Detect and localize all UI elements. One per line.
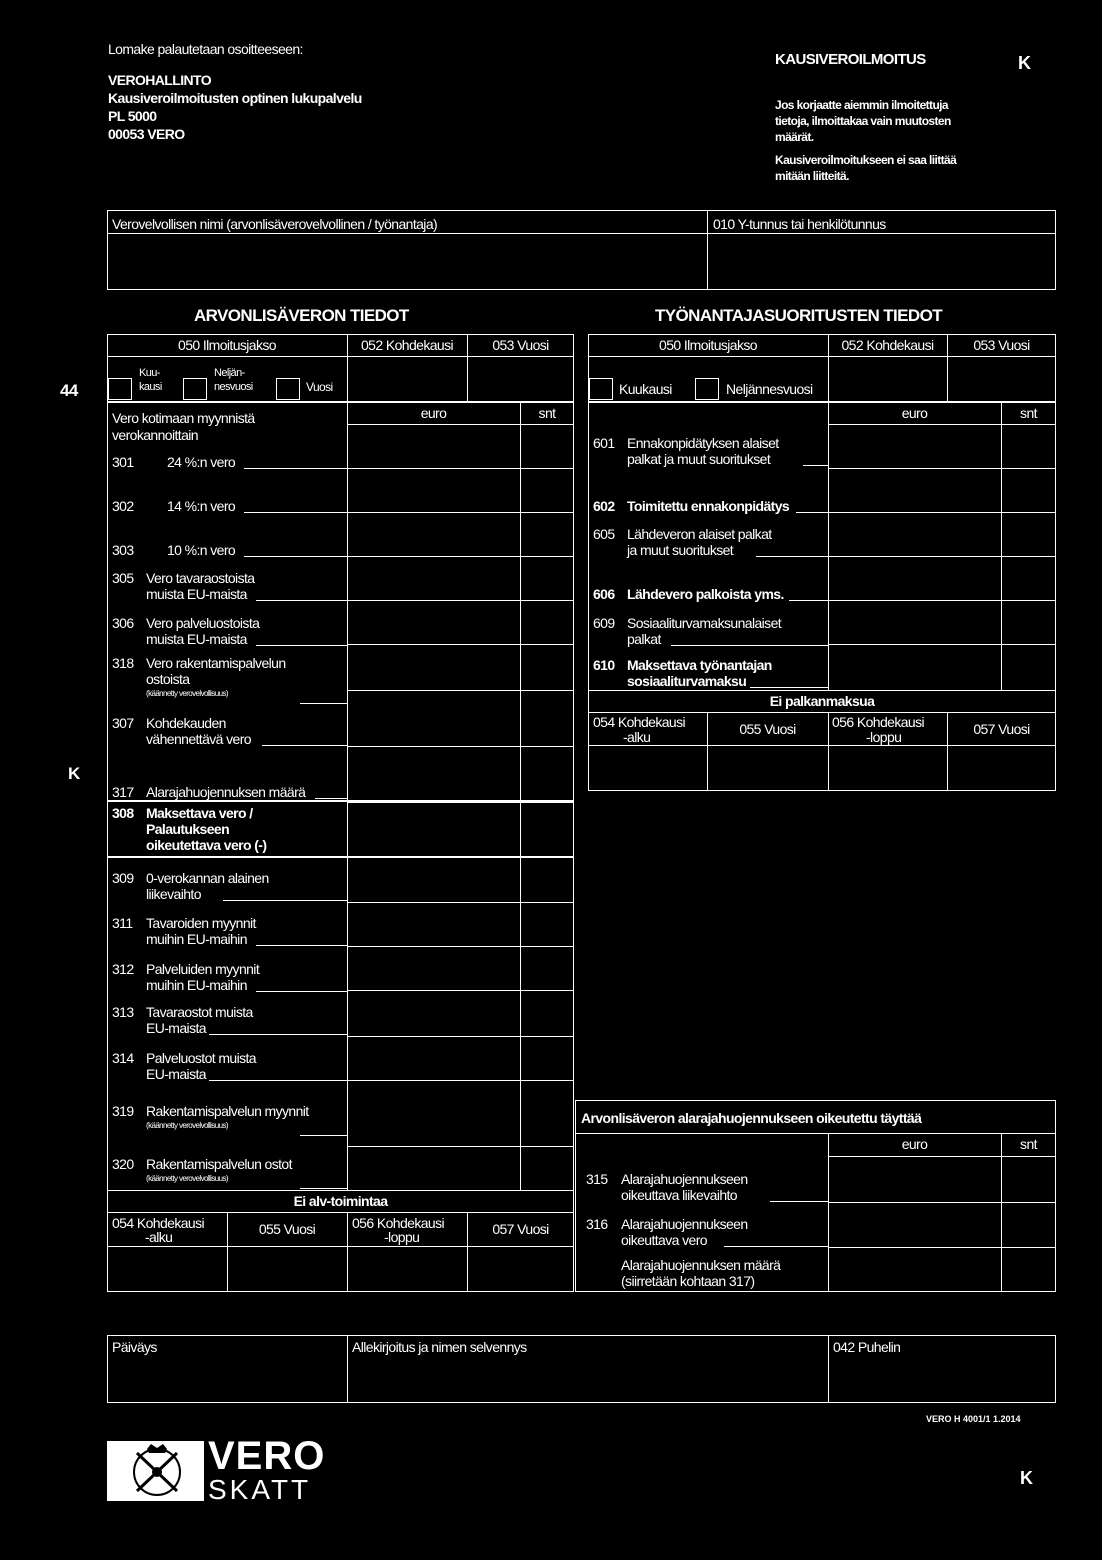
- phone-field[interactable]: [831, 1358, 1054, 1401]
- vat-row-code: 302: [112, 498, 134, 514]
- vat-quarterly-label-1: Neljän-: [214, 367, 245, 379]
- vat-row-label: Maksettava vero /: [146, 805, 253, 821]
- relief-315-snt-field[interactable]: [1003, 1158, 1053, 1198]
- address-line-4: 00053 VERO: [108, 126, 185, 142]
- vat-row-label: Rakentamispalvelun ostot: [146, 1156, 292, 1172]
- vat-row-label: EU-maista: [146, 1066, 206, 1082]
- employer-section-title: TYÖNANTAJASUORITUSTEN TIEDOT: [655, 306, 943, 325]
- vat-row-code: 301: [112, 454, 134, 470]
- address-line-1: VEROHALLINTO: [108, 72, 211, 88]
- vat-319-snt-field[interactable]: [522, 1082, 571, 1144]
- address-line-3: PL 5000: [108, 108, 157, 124]
- date-field[interactable]: [110, 1358, 344, 1401]
- vat-320-euro-field[interactable]: [349, 1148, 518, 1188]
- taxpayer-name-field[interactable]: [110, 236, 704, 287]
- employer-row-code: 610: [593, 657, 615, 673]
- vat-row-label: Vero tavaraostoista: [146, 570, 255, 586]
- employer-610-snt-field[interactable]: [1003, 646, 1053, 686]
- vat-311-euro-field[interactable]: [349, 904, 518, 944]
- vat-section-title: ARVONLISÄVERON TIEDOT: [194, 306, 409, 325]
- vat-318-euro-field[interactable]: [349, 646, 518, 688]
- vat-row-label: 14 %:n vero: [167, 498, 236, 514]
- form-code: VERO H 4001/1 1.2014: [926, 1414, 1021, 1424]
- employer-row-label: Sosiaaliturvamaksunalaiset: [627, 615, 782, 631]
- employer-row-code: 609: [593, 615, 615, 631]
- employer-target-period-label: 052 Kohdekausi: [841, 337, 934, 353]
- vat-row-label: Palveluiden myynnit: [146, 961, 260, 977]
- business-id-field[interactable]: [710, 236, 1053, 287]
- employer-row-label: sosiaaliturvamaksu: [627, 673, 747, 689]
- employer-606-snt-field[interactable]: [1003, 558, 1053, 598]
- vat-row-label: 0-verokannan alainen: [146, 870, 269, 886]
- vat-row-note: (käännetty verovelvollisuus): [146, 1121, 228, 1130]
- employer-602-euro-field[interactable]: [830, 470, 999, 510]
- vat-end-period-label-1: 056 Kohdekausi: [352, 1215, 445, 1231]
- margin-mark-44: 44: [60, 381, 78, 400]
- correction-note-2: tietoja, ilmoittakaa vain muutosten: [775, 114, 951, 128]
- vat-year-label: 053 Vuosi: [492, 337, 549, 353]
- correction-note-3: määrät.: [775, 130, 814, 144]
- employer-end-year-label: 057 Vuosi: [973, 721, 1030, 737]
- employer-end-year-field[interactable]: [949, 747, 1055, 789]
- vat-start-year-field[interactable]: [229, 1248, 345, 1290]
- employer-602-snt-field[interactable]: [1003, 470, 1053, 510]
- vat-row-code: 312: [112, 961, 134, 977]
- employer-601-snt-field[interactable]: [1003, 426, 1053, 466]
- employer-start-period-label-2: -alku: [623, 729, 651, 745]
- vat-305-snt-field[interactable]: [522, 558, 571, 598]
- vat-row-label: Rakentamispalvelun myynnit: [146, 1103, 309, 1119]
- vat-313-snt-field[interactable]: [522, 992, 571, 1034]
- employer-605-snt-field[interactable]: [1003, 514, 1053, 554]
- vat-yearly-label: Vuosi: [306, 380, 333, 394]
- vat-308-euro-field[interactable]: [349, 804, 518, 854]
- corner-mark-bottom: K: [1020, 1468, 1033, 1488]
- employer-end-period-label-1: 056 Kohdekausi: [832, 714, 925, 730]
- employer-row-label: Ennakonpidätyksen alaiset: [627, 435, 779, 451]
- address-line-2: Kausiveroilmoitusten optinen lukupalvelu: [108, 90, 362, 106]
- vat-306-euro-field[interactable]: [349, 602, 518, 642]
- vat-end-year-label: 057 Vuosi: [492, 1221, 549, 1237]
- vat-row-code: 308: [112, 805, 134, 821]
- vat-year-field[interactable]: [469, 358, 573, 401]
- vat-303-snt-field[interactable]: [522, 514, 571, 554]
- logo-text-skatt: SKATT: [208, 1474, 312, 1505]
- vat-row-code: 318: [112, 655, 134, 671]
- vat-row-note: (käännetty verovelvollisuus): [146, 1174, 228, 1183]
- phone-label: 042 Puhelin: [833, 1339, 901, 1355]
- taxpayer-name-label: Verovelvollisen nimi (arvonlisäverovelvollinen / työnantaja): [112, 216, 438, 232]
- vat-row-label: 24 %:n vero: [167, 454, 236, 470]
- vat-row-label: Alarajahuojennuksen määrä: [146, 784, 306, 800]
- employer-start-period-label-1: 054 Kohdekausi: [593, 714, 686, 730]
- vat-end-period-field[interactable]: [349, 1248, 465, 1290]
- vat-quarterly-label-2: nesvuosi: [214, 381, 253, 393]
- vat-row-label: vähennettävä vero: [146, 731, 251, 747]
- vat-row-note: (käännetty verovelvollisuus): [146, 689, 228, 698]
- employer-year-field[interactable]: [949, 358, 1055, 401]
- vat-318-snt-field[interactable]: [522, 646, 571, 688]
- relief-snt-header: snt: [1020, 1136, 1037, 1152]
- vat-end-year-field[interactable]: [469, 1248, 573, 1290]
- attachment-note-1: Kausiveroilmoitukseen ei saa liittää: [775, 153, 957, 167]
- vat-monthly-label-1: Kuu-: [139, 367, 160, 379]
- employer-end-period-field[interactable]: [830, 747, 946, 789]
- employer-601-euro-field[interactable]: [830, 426, 999, 466]
- vat-317-snt-field[interactable]: [522, 748, 571, 800]
- employer-row-label: palkat ja muut suoritukset: [627, 451, 771, 467]
- vat-306-snt-field[interactable]: [522, 602, 571, 642]
- vat-monthly-checkbox[interactable]: [108, 378, 132, 400]
- vat-row-code: 311: [112, 915, 133, 931]
- vat-312-euro-field[interactable]: [349, 948, 518, 988]
- employer-row-label: Lähdevero palkoista yms.: [627, 586, 784, 602]
- vat-302-snt-field[interactable]: [522, 470, 571, 510]
- vat-row-label: Tavaroiden myynnit: [146, 915, 256, 931]
- vat-row-code: 306: [112, 615, 134, 631]
- form-title: KAUSIVEROILMOITUS: [775, 51, 926, 68]
- vat-row-code: 319: [112, 1103, 134, 1119]
- employer-snt-header: snt: [1020, 405, 1037, 421]
- logo-text-vero: VERO: [208, 1434, 326, 1478]
- vat-target-period-label: 052 Kohdekausi: [360, 337, 453, 353]
- relief-row-code: 315: [586, 1171, 608, 1187]
- vat-row-code: 305: [112, 570, 134, 586]
- employer-start-period-field[interactable]: [590, 747, 706, 789]
- vat-snt-header: snt: [538, 405, 556, 421]
- relief-title: Arvonlisäveron alarajahuojennukseen oikeutettu täyttää: [581, 1110, 922, 1126]
- relief-euro-header: euro: [901, 1136, 928, 1152]
- employer-target-period-field[interactable]: [830, 358, 946, 401]
- relief-row-label: oikeuttava liikevaihto: [621, 1187, 737, 1203]
- vat-end-period-label-2: -loppu: [384, 1229, 420, 1245]
- vat-row-label: liikevaihto: [146, 886, 201, 902]
- employer-quarterly-label: Neljännesvuosi: [726, 381, 813, 397]
- vat-311-snt-field[interactable]: [522, 904, 571, 944]
- relief-315-euro-field[interactable]: [830, 1158, 999, 1198]
- employer-monthly-label: Kuukausi: [619, 381, 672, 397]
- vat-301-snt-field[interactable]: [522, 426, 571, 466]
- relief-row-code: 316: [586, 1216, 608, 1232]
- employer-row-code: 606: [593, 586, 615, 602]
- vat-start-period-label-1: 054 Kohdekausi: [112, 1215, 205, 1231]
- vat-row-code: 314: [112, 1050, 134, 1066]
- employer-609-snt-field[interactable]: [1003, 602, 1053, 642]
- vat-317-euro-field[interactable]: [349, 748, 518, 800]
- employer-period-label: 050 Ilmoitusjakso: [659, 337, 757, 353]
- vat-monthly-label-2: kausi: [139, 381, 162, 393]
- vat-no-activity-label: Ei alv-toimintaa: [293, 1193, 388, 1209]
- vat-row-label: Tavaraostot muista: [146, 1004, 253, 1020]
- relief-316-euro-field[interactable]: [830, 1204, 999, 1244]
- employer-euro-header: euro: [901, 405, 928, 421]
- employer-start-year-field[interactable]: [709, 747, 826, 789]
- employer-quarterly-checkbox[interactable]: [695, 378, 719, 400]
- employer-row-code: 605: [593, 526, 615, 542]
- employer-end-period-label-2: -loppu: [866, 729, 902, 745]
- employer-row-label: Maksettava työnantajan: [627, 657, 772, 673]
- vat-intro-2: verokannoittain: [112, 427, 198, 443]
- vat-301-euro-field[interactable]: [349, 426, 518, 466]
- relief-row-label: oikeuttava vero: [621, 1232, 707, 1248]
- vat-row-code: 317: [112, 784, 134, 800]
- correction-note-1: Jos korjaatte aiemmin ilmoitettuja: [775, 98, 948, 112]
- employer-monthly-checkbox[interactable]: [589, 378, 613, 400]
- vat-309-snt-field[interactable]: [522, 858, 571, 900]
- vat-row-label: EU-maista: [146, 1020, 206, 1036]
- vat-row-label: 10 %:n vero: [167, 542, 236, 558]
- vat-quarterly-checkbox[interactable]: [183, 378, 207, 400]
- vat-302-euro-field[interactable]: [349, 470, 518, 510]
- vat-row-code: 309: [112, 870, 134, 886]
- employer-row-label: ja muut suoritukset: [627, 542, 734, 558]
- relief-316-snt-field[interactable]: [1003, 1204, 1053, 1244]
- vat-309-euro-field[interactable]: [349, 858, 518, 900]
- vat-intro-1: Vero kotimaan myynnistä: [112, 410, 255, 426]
- vat-row-label: ostoista: [146, 671, 190, 687]
- vat-308-snt-field[interactable]: [522, 804, 571, 854]
- vat-row-code: 303: [112, 542, 134, 558]
- vat-303-euro-field[interactable]: [349, 514, 518, 554]
- vat-euro-header: euro: [420, 405, 447, 421]
- vat-row-label: Vero palveluostoista: [146, 615, 260, 631]
- relief-row-label: Alarajahuojennuksen määrä: [621, 1257, 781, 1273]
- vat-307-snt-field[interactable]: [522, 692, 571, 744]
- vat-row-code: 307: [112, 715, 134, 731]
- employer-row-label: Lähdeveron alaiset palkat: [627, 526, 772, 542]
- signature-label: Allekirjoitus ja nimen selvennys: [352, 1339, 527, 1355]
- vat-312-snt-field[interactable]: [522, 948, 571, 988]
- relief-amount-euro-field[interactable]: [830, 1249, 999, 1289]
- employer-row-label: palkat: [627, 631, 661, 647]
- vat-row-label: Palautukseen: [146, 821, 230, 837]
- vat-row-label: muihin EU-maihin: [146, 931, 247, 947]
- return-address-label: Lomake palautetaan osoitteeseen:: [108, 41, 303, 57]
- vat-row-label: Kohdekauden: [146, 715, 226, 731]
- vero-emblem-logo: [107, 1441, 204, 1501]
- vat-314-euro-field[interactable]: [349, 1038, 518, 1078]
- vat-row-label: muihin EU-maihin: [146, 977, 247, 993]
- vat-target-period-field[interactable]: [349, 358, 466, 401]
- employer-start-year-label: 055 Vuosi: [739, 721, 796, 737]
- vat-row-label: Vero rakentamispalvelun: [146, 655, 286, 671]
- attachment-note-2: mitään liitteitä.: [775, 169, 849, 183]
- relief-row-label: Alarajahuojennukseen: [621, 1171, 748, 1187]
- vat-305-euro-field[interactable]: [349, 558, 518, 598]
- vat-319-euro-field[interactable]: [349, 1082, 518, 1144]
- employer-row-label: Toimitettu ennakonpidätys: [627, 498, 790, 514]
- vat-320-snt-field[interactable]: [522, 1148, 571, 1188]
- vat-start-period-label-2: -alku: [145, 1229, 173, 1245]
- employer-row-code: 601: [593, 435, 615, 451]
- relief-amount-snt-field[interactable]: [1003, 1249, 1053, 1289]
- vat-yearly-checkbox[interactable]: [276, 378, 300, 400]
- vat-row-label: oikeutettava vero (-): [146, 837, 267, 853]
- vat-row-label: muista EU-maista: [146, 631, 247, 647]
- vat-row-code: 313: [112, 1004, 134, 1020]
- vat-row-label: muista EU-maista: [146, 586, 247, 602]
- vat-start-period-field[interactable]: [109, 1248, 225, 1290]
- employer-no-pay-label: Ei palkanmaksua: [769, 693, 875, 709]
- vat-start-year-label: 055 Vuosi: [258, 1221, 316, 1237]
- date-label: Päiväys: [112, 1339, 157, 1355]
- vat-314-snt-field[interactable]: [522, 1038, 571, 1078]
- employer-year-label: 053 Vuosi: [973, 337, 1030, 353]
- business-id-label: 010 Y-tunnus tai henkilötunnus: [713, 216, 886, 232]
- vat-313-euro-field[interactable]: [349, 992, 518, 1034]
- employer-606-euro-field[interactable]: [830, 558, 999, 598]
- vat-307-euro-field[interactable]: [349, 692, 518, 744]
- vat-row-code: 320: [112, 1156, 134, 1172]
- employer-row-code: 602: [593, 498, 615, 514]
- corner-mark-top: K: [1018, 53, 1031, 73]
- vat-row-label: Palveluostot muista: [146, 1050, 256, 1066]
- employer-605-euro-field[interactable]: [830, 514, 999, 554]
- employer-609-euro-field[interactable]: [830, 602, 999, 642]
- employer-610-euro-field[interactable]: [830, 646, 999, 686]
- signature-field[interactable]: [350, 1358, 825, 1401]
- margin-mark-k: K: [68, 764, 80, 783]
- relief-row-label: Alarajahuojennukseen: [621, 1216, 748, 1232]
- vat-period-label: 050 Ilmoitusjakso: [178, 337, 276, 353]
- relief-row-label: (siirretään kohtaan 317): [621, 1273, 755, 1289]
